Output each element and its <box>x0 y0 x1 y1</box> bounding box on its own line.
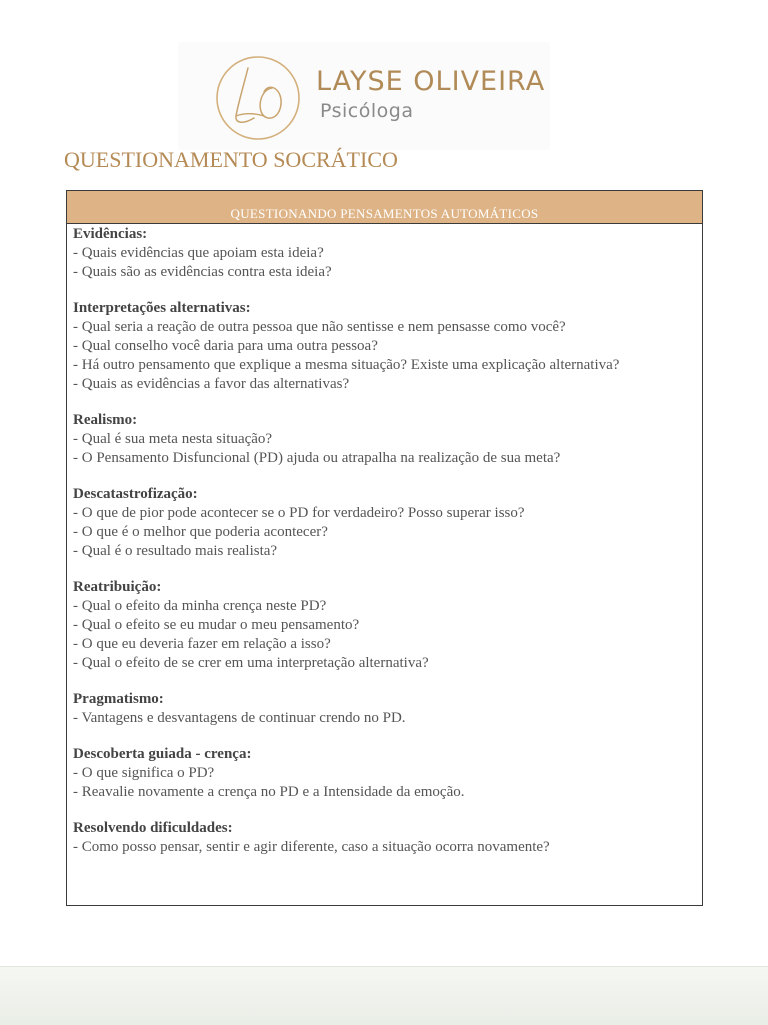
question-item: - Qual é o resultado mais realista? <box>73 543 278 559</box>
question-section <box>73 485 696 561</box>
question-item: - Quais as evidências a favor das alternativas? <box>73 376 350 392</box>
question-item: - Quais evidências que apoiam esta ideia? <box>73 245 324 261</box>
document-title: QUESTIONAMENTO SOCRÁTICO <box>64 147 398 172</box>
question-section <box>73 225 696 282</box>
question-item: - Qual seria a reação de outra pessoa que não sentisse e nem pensasse como você? <box>73 319 566 335</box>
section-heading: Resolvendo dificuldades: <box>73 820 233 836</box>
question-item: - O que é o melhor que poderia acontecer? <box>73 524 328 540</box>
question-section <box>73 299 696 394</box>
question-item: - Qual o efeito de se crer em uma interpretação alternativa? <box>73 655 429 671</box>
brand-logo <box>178 42 550 150</box>
question-section <box>73 578 696 673</box>
question-item: - O Pensamento Disfuncional (PD) ajuda ou atrapalha na realização de sua meta? <box>73 450 561 466</box>
question-section <box>73 411 696 468</box>
brand-subtitle: Psicóloga <box>320 100 414 122</box>
question-item: - Vantagens e desvantagens de continuar crendo no PD. <box>73 710 406 726</box>
question-item: - Qual conselho você daria para uma outra pessoa? <box>73 338 378 354</box>
questions-table <box>66 190 703 906</box>
section-heading: Descoberta guiada - crença: <box>73 746 252 762</box>
question-section <box>73 745 696 802</box>
footer-band <box>0 966 768 1025</box>
question-item: - Qual o efeito se eu mudar o meu pensamento? <box>73 617 360 633</box>
question-section <box>73 690 696 728</box>
question-item: - Qual o efeito da minha crença neste PD? <box>73 598 327 614</box>
section-heading: Interpretações alternativas: <box>73 300 251 316</box>
question-item: - O que de pior pode acontecer se o PD for verdadeiro? Posso superar isso? <box>73 505 525 521</box>
brand-name: LAYSE OLIVEIRA <box>316 66 546 97</box>
table-content <box>67 224 702 857</box>
section-heading: Evidências: <box>73 226 148 242</box>
section-heading: Reatribuição: <box>73 579 162 595</box>
monogram-logo-icon <box>214 54 302 142</box>
question-item: - Há outro pensamento que explique a mesma situação? Existe uma explicação alternativa? <box>73 357 620 373</box>
question-item: - Qual é sua meta nesta situação? <box>73 431 273 447</box>
question-item: - O que eu deveria fazer em relação a isso? <box>73 636 331 652</box>
table-header <box>67 191 702 224</box>
question-item: - Como posso pensar, sentir e agir diferente, caso a situação ocorra novamente? <box>73 839 550 855</box>
question-item: - Reavalie novamente a crença no PD e a Intensidade da emoção. <box>73 784 465 800</box>
section-heading: Descatastrofização: <box>73 486 198 502</box>
question-item: - Quais são as evidências contra esta ideia? <box>73 264 332 280</box>
section-heading: Realismo: <box>73 412 138 428</box>
question-section <box>73 819 696 857</box>
table-header-label: QUESTIONANDO PENSAMENTOS AUTOMÁTICOS <box>230 206 539 221</box>
question-item: - O que significa o PD? <box>73 765 215 781</box>
section-heading: Pragmatismo: <box>73 691 164 707</box>
